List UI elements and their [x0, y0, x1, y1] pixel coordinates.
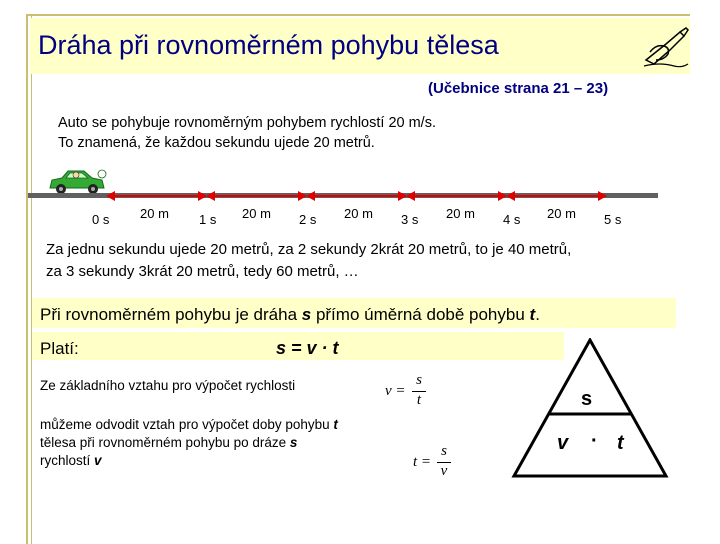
time-label: 5 s	[604, 212, 622, 227]
time-formula: t = s v	[413, 443, 463, 483]
time-label: 3 s	[401, 212, 419, 227]
distance-arrow-3	[308, 195, 406, 197]
distance-arrow-4	[408, 195, 506, 197]
intro-line-2: To znamená, že každou sekundu ujede 20 metrů.	[58, 135, 375, 151]
explanation-line-1: Za jednu sekundu ujede 20 metrů, za 2 sekundy 2krát 20 metrů, to je 40 metrů,	[46, 241, 572, 258]
distance-label: 20 m	[547, 206, 576, 221]
derivation-text: můžeme odvodit vztah pro výpočet doby pohybu t tělesa při rovnoměrném pohybu po dráze s rychlostí v	[40, 417, 338, 468]
main-formula: s = v · t	[276, 338, 339, 358]
distance-arrow-2	[208, 195, 306, 197]
slide-title: Dráha při rovnoměrném pohybu tělesa	[38, 30, 499, 60]
arrow-head-right-5	[598, 191, 607, 201]
distance-label: 20 m	[242, 206, 271, 221]
distance-arrow-5	[508, 195, 606, 197]
explanation-line-2: za 3 sekundy 3krát 20 metrů, tedy 60 metrů, …	[46, 263, 359, 280]
arrow-head-left-4	[406, 191, 415, 201]
triangle-v: v	[557, 432, 569, 454]
frame-top-line	[26, 14, 690, 16]
velocity-formula: v = s t	[385, 372, 435, 412]
explanation-text	[46, 239, 571, 283]
proportionality-statement: Při rovnoměrném pohybu je dráha s přímo úměrná době pohybu t.	[40, 305, 540, 324]
triangle-s: s	[581, 388, 593, 410]
arrow-head-left-1	[106, 191, 115, 201]
time-label: 0 s	[92, 212, 110, 227]
intro-text	[58, 113, 436, 153]
plati-label: Platí:	[40, 339, 79, 358]
derivation-line-1: Ze základního vztahu pro výpočet rychlosti	[40, 378, 296, 393]
frame-left-line-inner	[31, 14, 32, 544]
symbol-s: s	[301, 305, 312, 324]
symbol-t: t	[529, 305, 536, 324]
arrow-head-left-2	[206, 191, 215, 201]
time-label: 4 s	[503, 212, 521, 227]
frame-left-line	[26, 14, 28, 544]
arrow-head-left-3	[306, 191, 315, 201]
intro-line-1: Auto se pohybuje rovnoměrným pohybem rychlostí 20 m/s.	[58, 115, 436, 131]
distance-label: 20 m	[140, 206, 169, 221]
textbook-reference: (Učebnice strana 21 – 23)	[428, 80, 609, 97]
writing-hand-icon	[640, 24, 692, 70]
arrow-head-left-5	[506, 191, 515, 201]
race-car-icon	[46, 166, 108, 196]
distance-label: 20 m	[446, 206, 475, 221]
triangle-dot: ·	[591, 430, 598, 452]
distance-arrow-1	[108, 195, 206, 197]
distance-label: 20 m	[344, 206, 373, 221]
time-label: 1 s	[199, 212, 217, 227]
time-label: 2 s	[299, 212, 317, 227]
triangle-t: t	[617, 432, 624, 454]
